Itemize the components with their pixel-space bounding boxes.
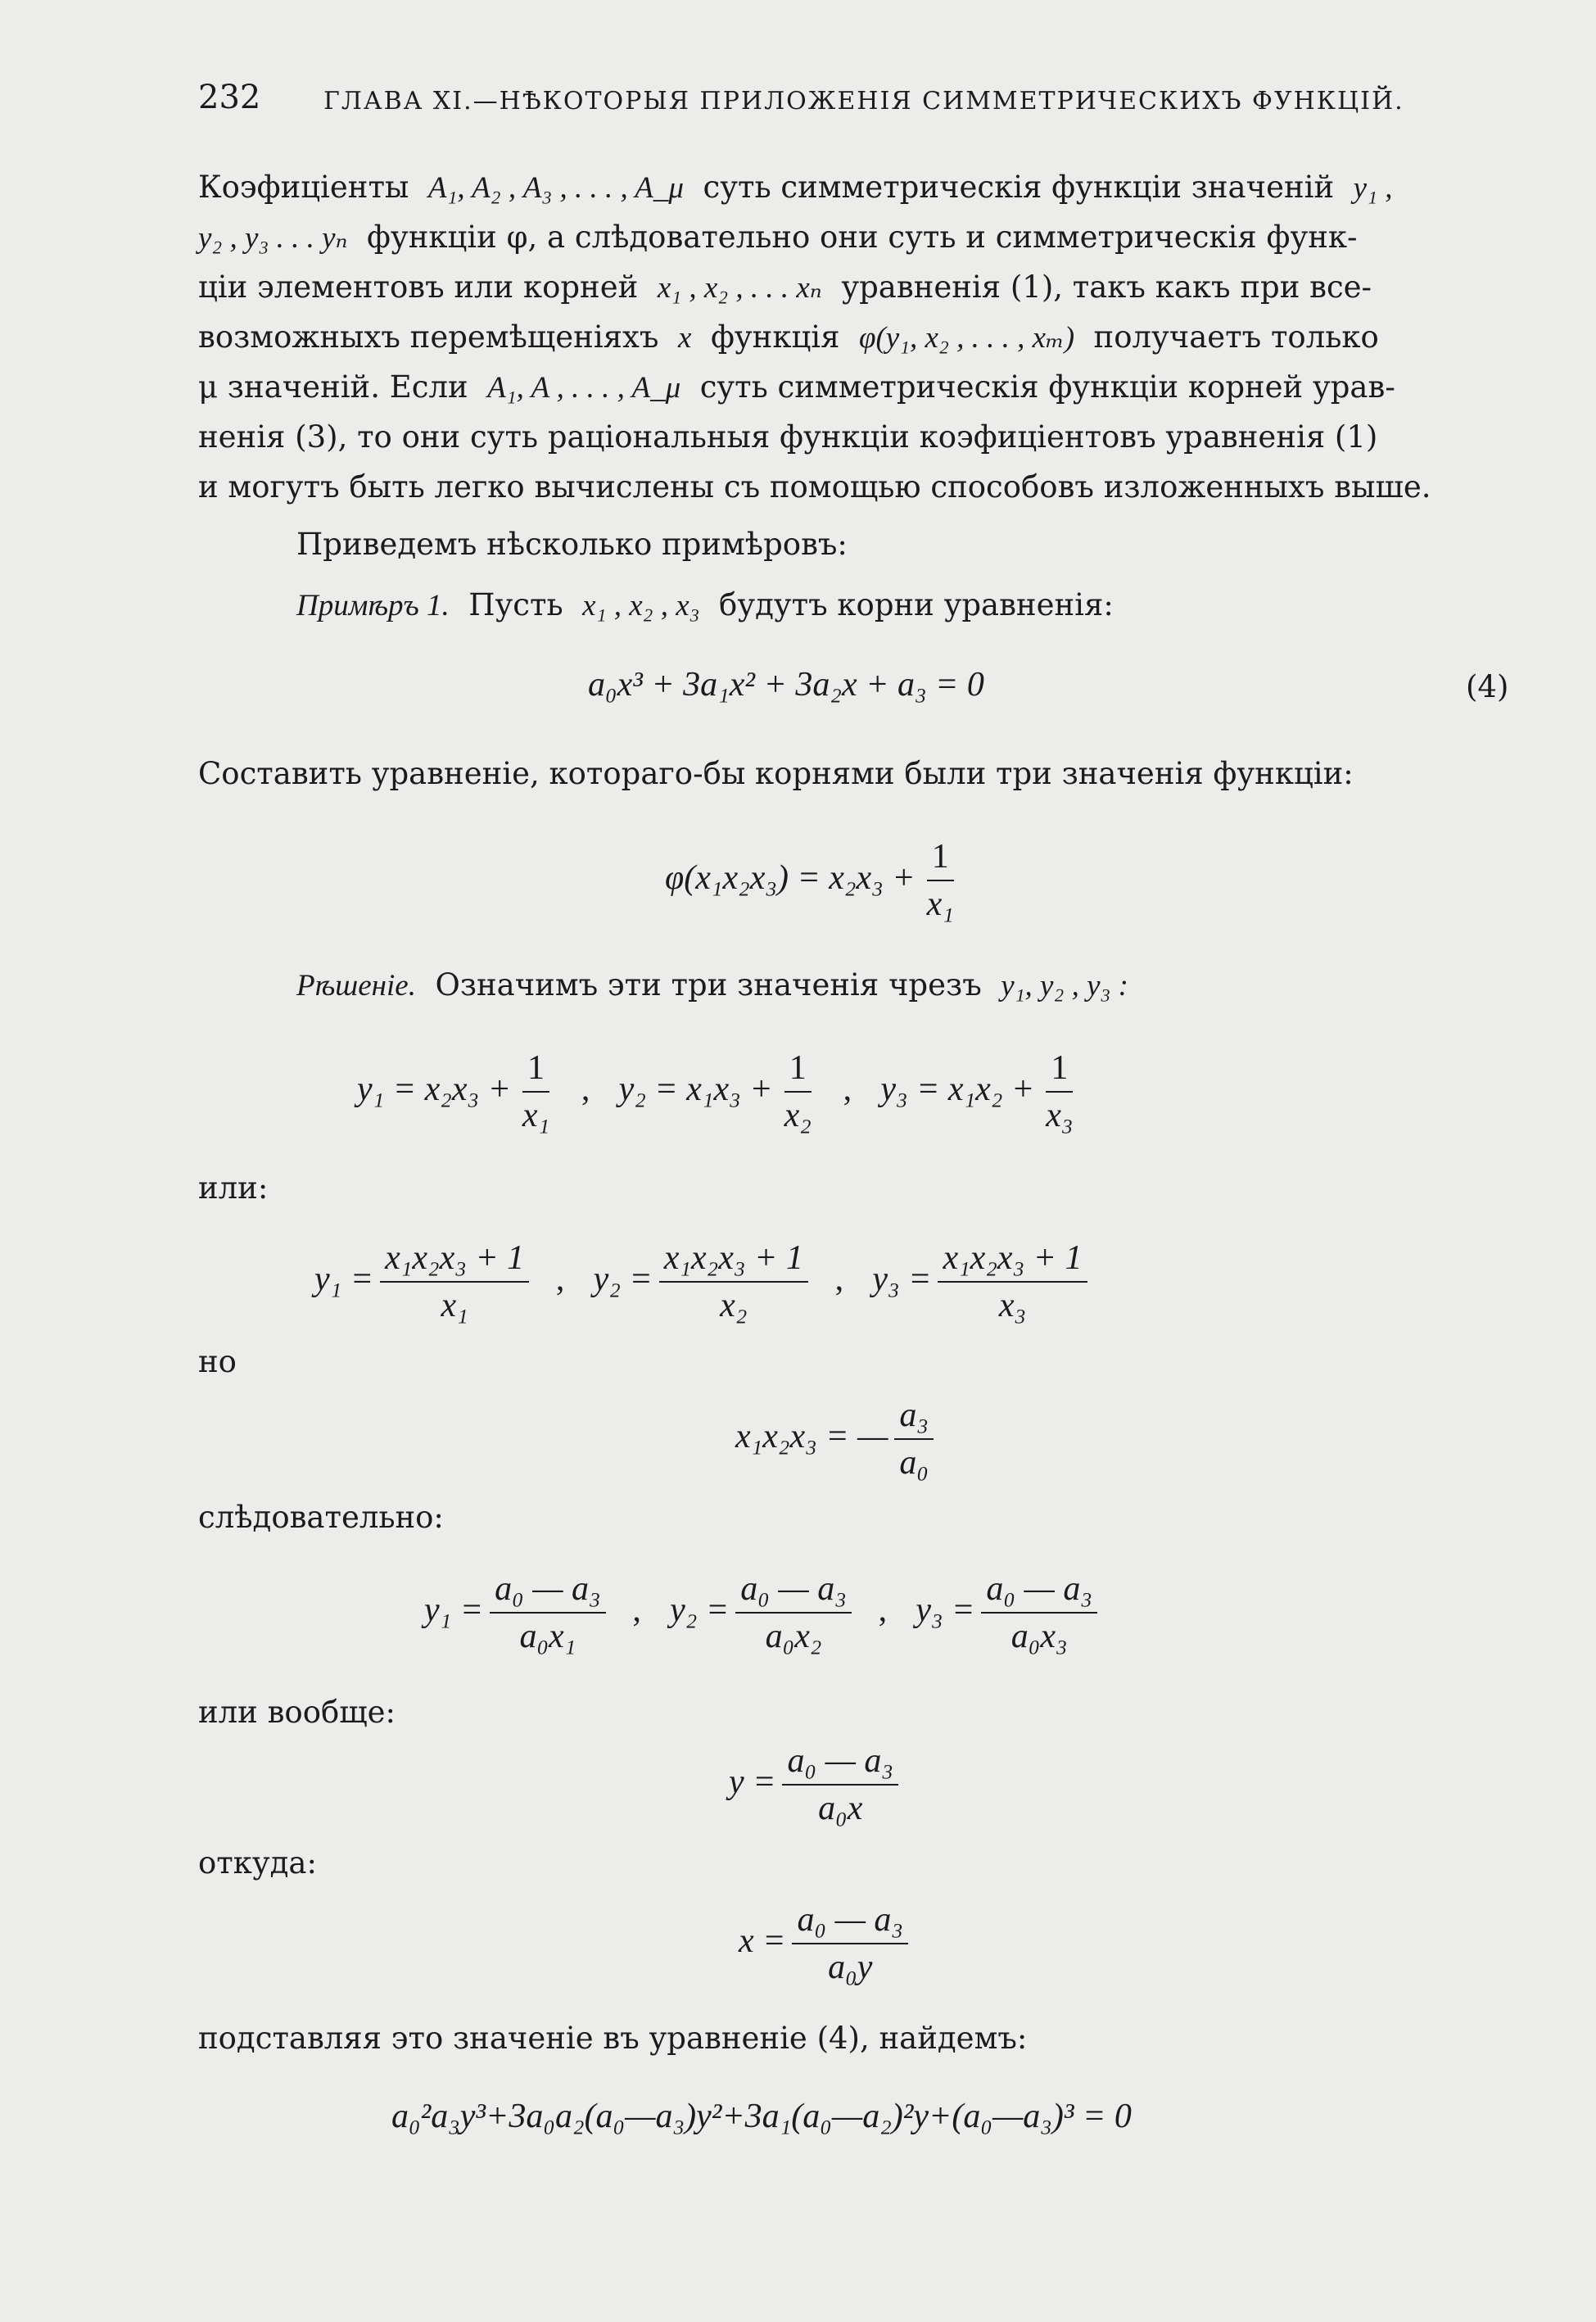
para1-line6: ненія (3), то они суть раціональныя функціи коэфиціентовъ уравненія (1) [198,419,1378,455]
y-general-equation: y = $\frac{\text{a₀ — a₃}}{\text{a₀x}}$ [729,1741,905,1829]
para1-line2: y₂ , y₃ . . . yₙ функціи φ, а слѣдовательно они суть и симметрическія функ- [198,220,1358,255]
para1-line1: Коэфиціенты A₁, A₂ , A₃ , . . . , A_μ суть симметрическія функціи значеній y₁ , [198,170,1393,205]
y1-result: y₁ = $\frac{\text{a₀ — a₃}}{\text{a₀x₁}}$ [424,1591,613,1629]
but-label: но [198,1344,237,1379]
solution-line: Рѣшеніе. Означимъ эти три значенія чрезъ y₁, y₂ , y₃ : [296,967,1128,1003]
equation-4-number: (4) [1466,669,1509,704]
y3-result: y₃ = $\frac{\text{a₀ — a₃}}{\text{a₀x₃}}$ [916,1591,1104,1629]
y-fraction-row: y₁ = $\frac{\text{x₁x₂x₃ + 1}}{\text{x₁}}$ , y₂ = $\frac{\text{x₁x₂x₃ + 1}}{\text{x₂}}$ , y₃ = $\frac{\text{x₁x₂x₃ + 1}}{\text{x₃}}$ [314,1238,1094,1326]
phi-definition: φ(x₁x₂x₃) = x₂x₃ + $\frac{1}{\text{x₁}}$ [665,838,954,924]
hence-label: слѣдовательно: [198,1500,444,1535]
page-number: 232 [198,79,261,116]
para1-line5: μ значеній. Если A₁, A , . . . , A_μ суть симметрическія функціи корней урав- [198,369,1395,405]
y2-result: y₂ = $\frac{\text{a₀ — a₃}}{\text{a₀x₂}}$ [670,1591,858,1629]
y3-def: y₃ = x₁x₂ + $\frac{1}{\text{x₃}}$ [880,1049,1074,1135]
product-of-roots: x₁x₂x₃ = — $\frac{\text{a₃}}{\text{a₀}}$ [735,1396,940,1483]
x-equation: x = $\frac{\text{a₀ — a₃}}{\text{a₀y}}$ [739,1900,915,1988]
task-statement: Составить уравненіе, котораго-бы корнями были три значенія функціи: [198,756,1354,791]
example-label: Примѣръ 1. [296,589,450,622]
or-label-1: или: [198,1170,269,1206]
examples-intro: Приведемъ нѣсколько примѣровъ: [296,527,848,562]
final-equation: a₀²a₃y³+3a₀a₂(a₀—a₃)y²+3a₁(a₀—a₂)²y+(a₀—a₃)³ = 0 [391,2098,1132,2135]
running-title: ГЛАВА XI.—НѢКОТОРЫЯ ПРИЛОЖЕНІЯ СИММЕТРИЧЕСКИХЪ ФУНКЦІЙ. [323,87,1404,115]
substitution-text: подставляя это значеніе въ уравненіе (4), найдемъ: [198,2021,1028,2056]
para1-line4: возможныхъ перемѣщеніяхъ x функція φ(y₁, x₂ , . . . , xₘ) получаетъ только [198,319,1379,355]
para1-line7: и могутъ быть легко вычислены съ помощью способовъ изложенныхъ выше. [198,469,1431,505]
solution-label: Рѣшеніе. [296,969,416,1003]
para1-line3: ціи элементовъ или корней x₁ , x₂ , . . . xₙ уравненія (1), такъ какъ при все- [198,269,1372,305]
y-definitions-row: y₁ = x₂x₃ + $\frac{1}{\text{x₁}}$ , y₂ = x₁x₃ + $\frac{1}{\text{x₂}}$ , y₃ = x₁x₂ + $\frac{1}{\text{x₃}}$ [357,1048,1085,1136]
y-result-row: y₁ = $\frac{\text{a₀ — a₃}}{\text{a₀x₁}}$ , y₂ = $\frac{\text{a₀ — a₃}}{\text{a₀x₂}}$ , y₃ = $\frac{\text{a₀ — a₃}}{\text{a₀x₃}}$ [424,1569,1104,1657]
y3-fraction: y₃ = $\frac{\text{x₁x₂x₃ + 1}}{\text{x₃}}$ [872,1261,1093,1298]
general-label: или вообще: [198,1695,396,1730]
example-1-line: Примѣръ 1. Пусть x₁ , x₂ , x₃ будутъ корни уравненія: [296,587,1114,622]
y1-fraction: y₁ = $\frac{\text{x₁x₂x₃ + 1}}{\text{x₁}}$ [314,1261,536,1298]
y2-def: y₂ = x₁x₃ + $\frac{1}{\text{x₂}}$ [618,1049,812,1135]
whence-label: откуда: [198,1845,317,1881]
y1-def: y₁ = x₂x₃ + $\frac{1}{\text{x₁}}$ [357,1049,550,1135]
y2-fraction: y₂ = $\frac{\text{x₁x₂x₃ + 1}}{\text{x₂}}$ [594,1261,815,1298]
equation-4: a₀x³ + 3a₁x² + 3a₂x + a₃ = 0 [588,666,984,704]
